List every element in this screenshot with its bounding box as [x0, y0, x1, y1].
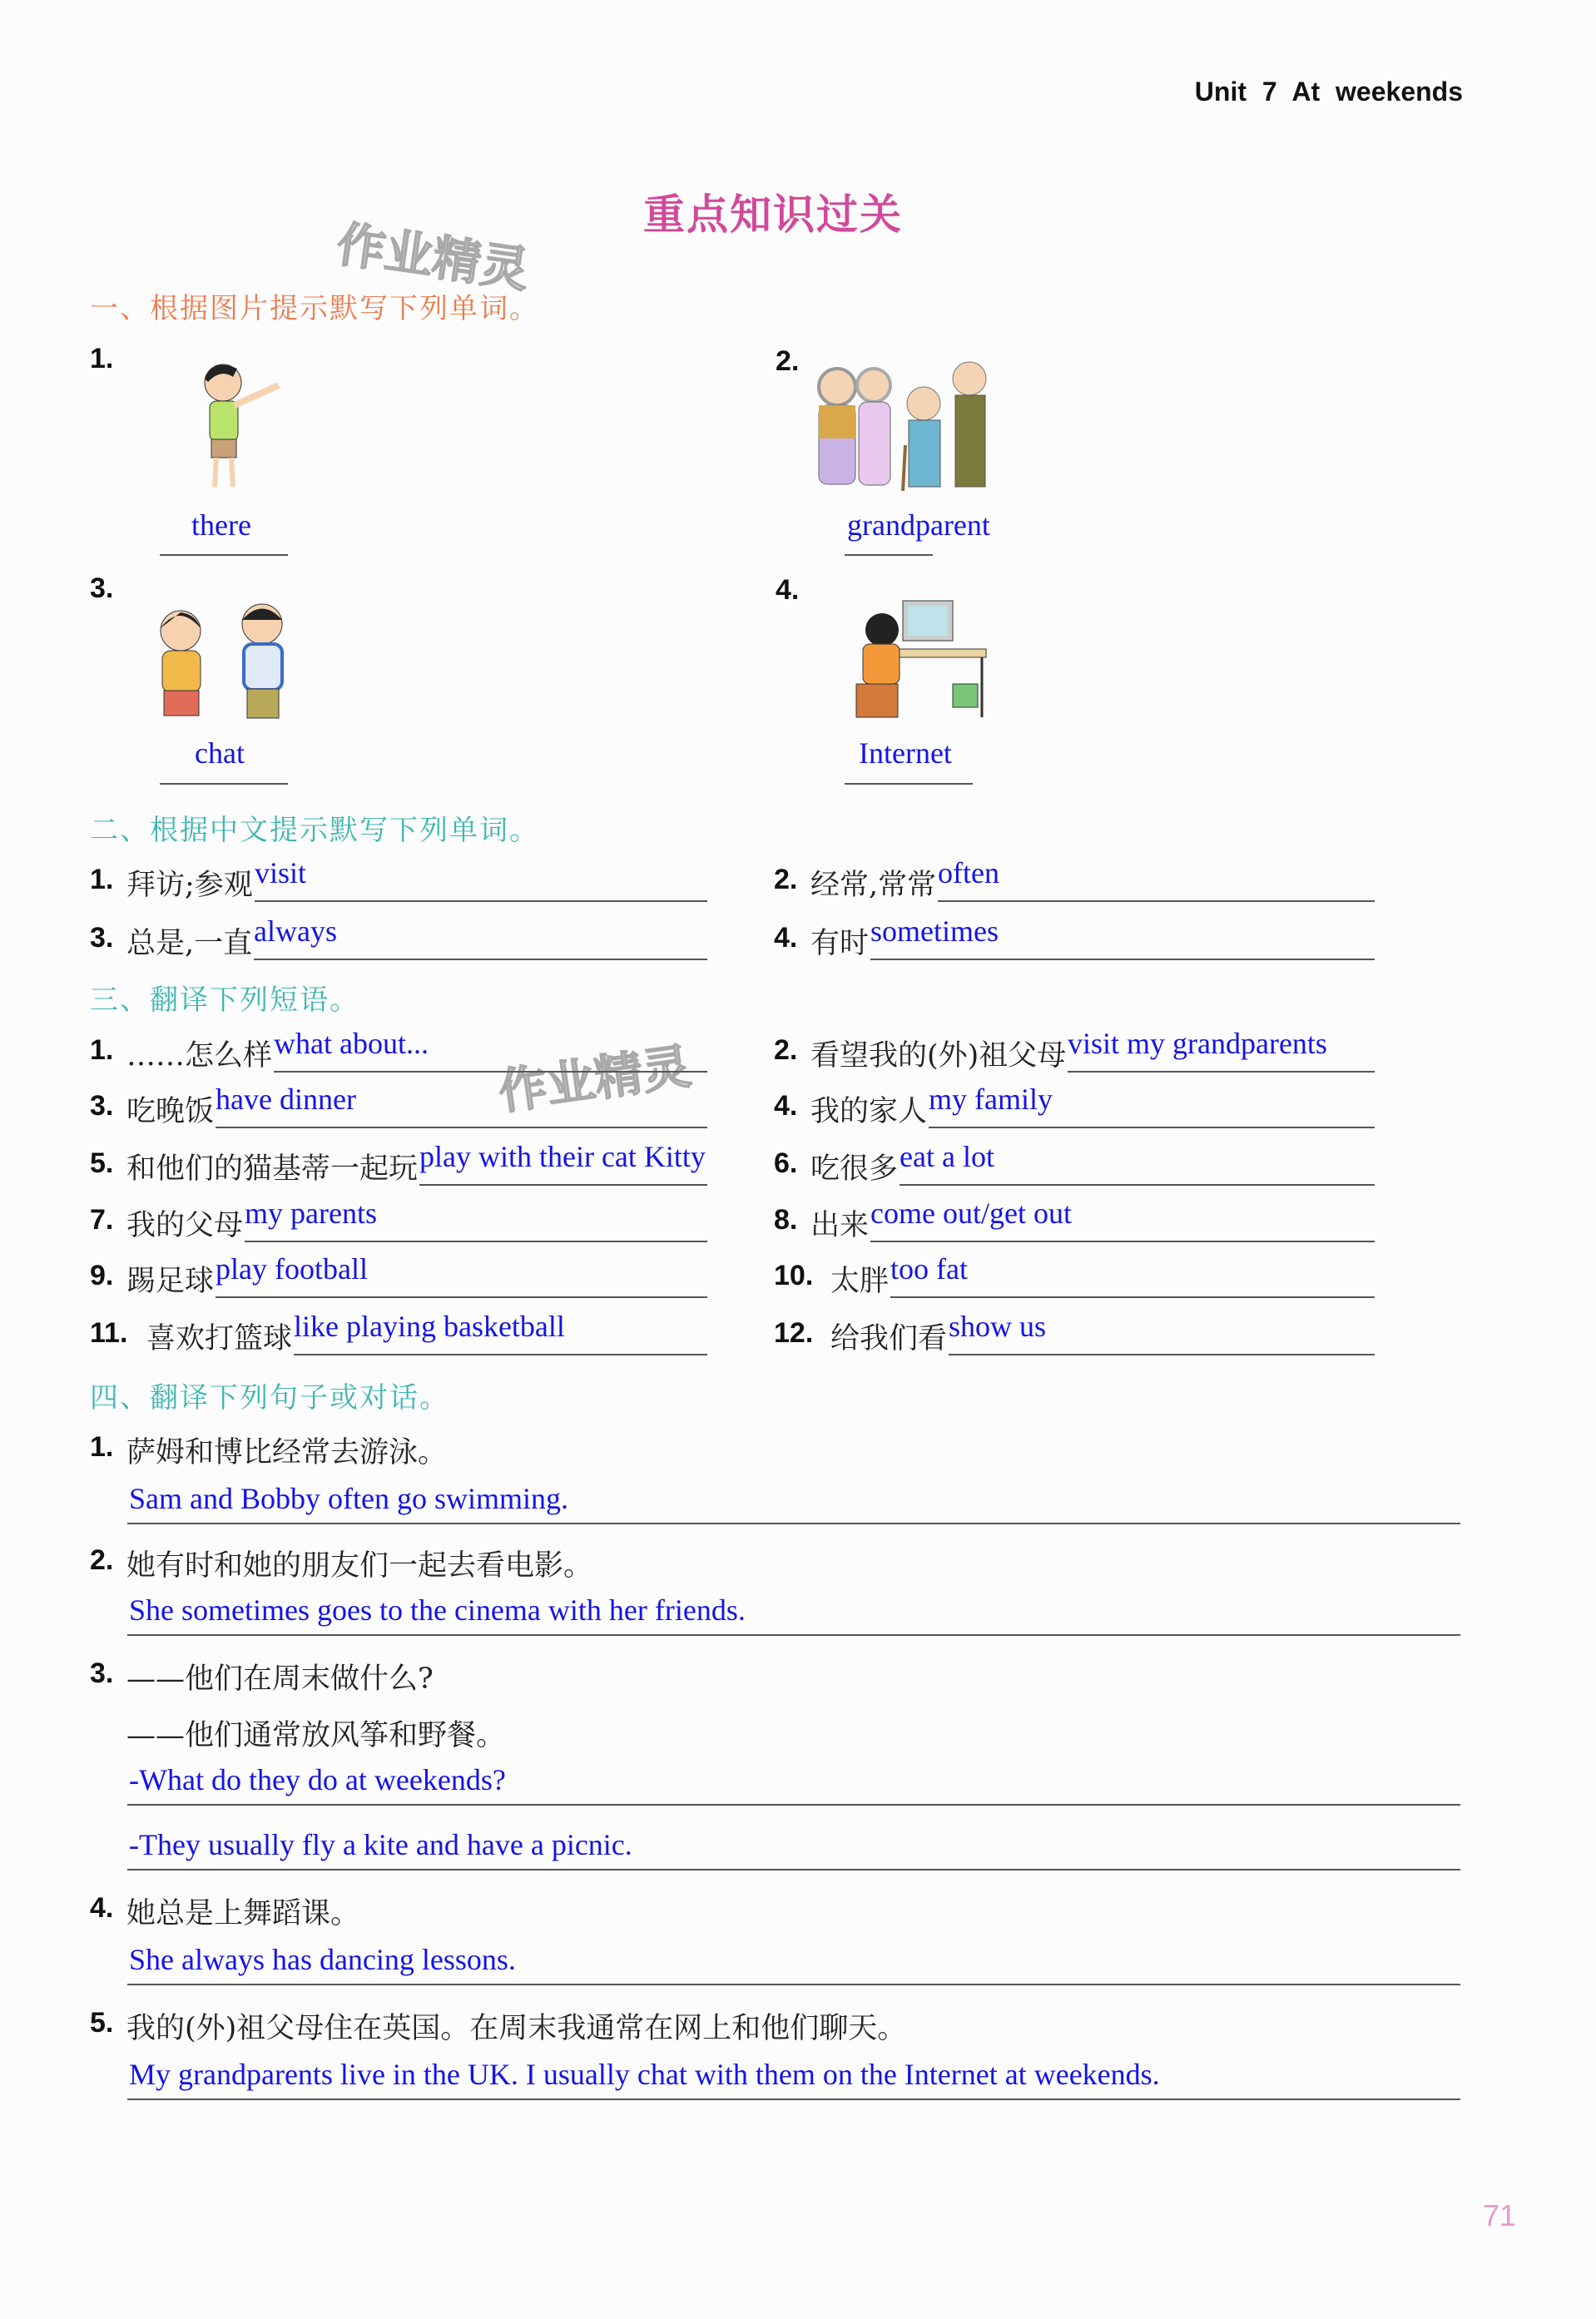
- answer-line: [949, 1354, 1375, 1355]
- unit-title: At weekends: [1291, 77, 1463, 107]
- item-prompt: 太胖: [830, 1265, 890, 1298]
- answer-line: [127, 1634, 1460, 1636]
- item-number: 3.: [90, 572, 114, 604]
- item-prompt: 她总是上舞蹈课。: [126, 1897, 360, 1930]
- answer: She sometimes goes to the cinema with her friends.: [129, 1593, 746, 1627]
- section-2-heading: 二、根据中文提示默写下列单词。: [90, 814, 539, 847]
- watermark: 作业精灵: [495, 1038, 695, 1121]
- answer: my family: [929, 1083, 1053, 1116]
- item-number: 4.: [774, 1090, 798, 1122]
- item-number: 2.: [90, 1544, 114, 1576]
- answer: show us: [949, 1310, 1047, 1343]
- answer: have dinner: [216, 1083, 356, 1116]
- item-prompt: ……怎么样: [126, 1039, 273, 1073]
- item-prompt: ——他们通常放风筝和野餐。: [126, 1719, 506, 1752]
- item-number: 7.: [90, 1204, 114, 1236]
- answer: Internet: [859, 736, 952, 770]
- item-number: 3.: [90, 1090, 114, 1122]
- item-number: 9.: [90, 1260, 114, 1291]
- item-number: 5.: [90, 1147, 114, 1179]
- answer: too fat: [890, 1252, 968, 1286]
- item-number: 8.: [774, 1204, 798, 1236]
- section-3-heading: 三、翻译下列短语。: [90, 984, 359, 1017]
- section-4-heading: 四、翻译下列句子或对话。: [90, 1381, 449, 1415]
- answer: -They usually fly a kite and have a picnic.: [129, 1828, 632, 1861]
- item-prompt: 和他们的猫基蒂一起玩: [126, 1152, 419, 1186]
- answer-line: [870, 1241, 1375, 1242]
- answer: sometimes: [870, 914, 999, 948]
- page-number: 71: [1483, 2198, 1517, 2232]
- item-number: 11.: [90, 1317, 128, 1349]
- item-prompt: 出来: [810, 1209, 870, 1242]
- answer-line: [274, 1071, 707, 1073]
- item-number: 2.: [774, 1034, 798, 1066]
- answer-line: [127, 1869, 1460, 1871]
- item-prompt: 看望我的(外)祖父母: [810, 1039, 1067, 1073]
- item-prompt: 经常,常常: [810, 869, 937, 902]
- item-number: 3.: [90, 922, 114, 954]
- item-number: 4.: [774, 922, 798, 954]
- answer-line: [254, 959, 707, 960]
- item-prompt: 吃很多: [810, 1152, 899, 1186]
- item-number: 4.: [776, 574, 800, 606]
- item-prompt: 我的家人: [810, 1095, 928, 1128]
- answer: often: [938, 856, 999, 889]
- watermark: 作业精灵: [333, 216, 533, 299]
- item-number: 3.: [90, 1657, 114, 1689]
- item-number: 12.: [774, 1317, 814, 1349]
- answer-line: [216, 1127, 707, 1128]
- item-number: 5.: [90, 2007, 114, 2039]
- item-prompt: 给我们看: [830, 1322, 948, 1355]
- grandparents-icon: [807, 354, 1007, 499]
- answer: Sam and Bobby often go swimming.: [129, 1482, 568, 1515]
- answer: play with their cat Kitty: [419, 1140, 706, 1173]
- item-prompt: 总是,一直: [126, 927, 253, 960]
- answer: She always has dancing lessons.: [129, 1943, 516, 1976]
- answer: play football: [216, 1252, 368, 1286]
- answer-line: [216, 1296, 707, 1298]
- item-number: 1.: [90, 1431, 114, 1463]
- answer: what about...: [274, 1027, 429, 1060]
- section-1-heading: 一、根据图片提示默写下列单词。: [90, 292, 539, 325]
- answer: -What do they do at weekends?: [129, 1763, 506, 1796]
- answer-line: [160, 783, 288, 785]
- item-number: 2.: [774, 864, 798, 895]
- item-number: 10.: [774, 1260, 814, 1291]
- answer-line: [255, 900, 707, 902]
- answer-line: [929, 1127, 1375, 1128]
- answer: eat a lot: [900, 1140, 994, 1173]
- answer-line: [245, 1241, 707, 1242]
- answer: like playing basketball: [294, 1310, 565, 1343]
- answer-line: [938, 900, 1375, 902]
- item-prompt: ——他们在周末做什么?: [126, 1662, 434, 1696]
- item-prompt: 我的父母: [126, 1209, 244, 1242]
- boy-pointing-icon: [175, 354, 291, 495]
- answer: there: [191, 508, 251, 542]
- item-number: 1.: [90, 1034, 114, 1066]
- answer: grandparent: [847, 508, 990, 542]
- children-chatting-icon: [146, 599, 304, 732]
- answer-line: [127, 2098, 1460, 2100]
- item-prompt: 有时: [810, 927, 870, 960]
- answer-line: [870, 959, 1375, 960]
- unit-label: Unit 7: [1194, 77, 1277, 107]
- answer: come out/get out: [870, 1197, 1072, 1230]
- item-prompt: 萨姆和博比经常去游泳。: [126, 1436, 448, 1469]
- item-prompt: 踢足球: [126, 1265, 215, 1298]
- answer-line: [900, 1184, 1375, 1186]
- answer: always: [254, 914, 337, 948]
- answer: chat: [195, 736, 245, 770]
- answer-line: [160, 554, 288, 556]
- item-number: 1.: [90, 343, 114, 374]
- item-prompt: 拜访;参观: [126, 869, 253, 902]
- answer: visit my grandparents: [1068, 1027, 1327, 1060]
- answer-line: [419, 1184, 707, 1186]
- item-number: 4.: [90, 1892, 114, 1924]
- answer-line: [1068, 1071, 1375, 1073]
- answer-line: [294, 1354, 707, 1355]
- answer-line: [845, 554, 933, 556]
- answer-line: [127, 1804, 1460, 1806]
- answer-line: [127, 1984, 1460, 1985]
- page-title: 重点知识过关: [643, 191, 903, 239]
- girl-at-computer-icon: [845, 592, 994, 734]
- item-prompt: 她有时和她的朋友们一起去看电影。: [126, 1549, 593, 1583]
- item-number: 1.: [90, 864, 114, 895]
- answer-line: [127, 1523, 1460, 1524]
- item-prompt: 喜欢打篮球: [146, 1322, 293, 1355]
- item-number: 6.: [774, 1147, 798, 1179]
- item-number: 2.: [776, 345, 800, 377]
- answer: my parents: [245, 1197, 377, 1230]
- page-header: [1195, 77, 1463, 107]
- item-prompt: 我的(外)祖父母住在英国。在周末我通常在网上和他们聊天。: [126, 2012, 907, 2045]
- answer-line: [845, 783, 973, 785]
- item-prompt: 吃晚饭: [126, 1095, 215, 1128]
- answer-line: [890, 1296, 1375, 1298]
- answer: visit: [255, 856, 307, 889]
- answer: My grandparents live in the UK. I usually chat with them on the Internet at weekends.: [129, 2058, 1160, 2091]
